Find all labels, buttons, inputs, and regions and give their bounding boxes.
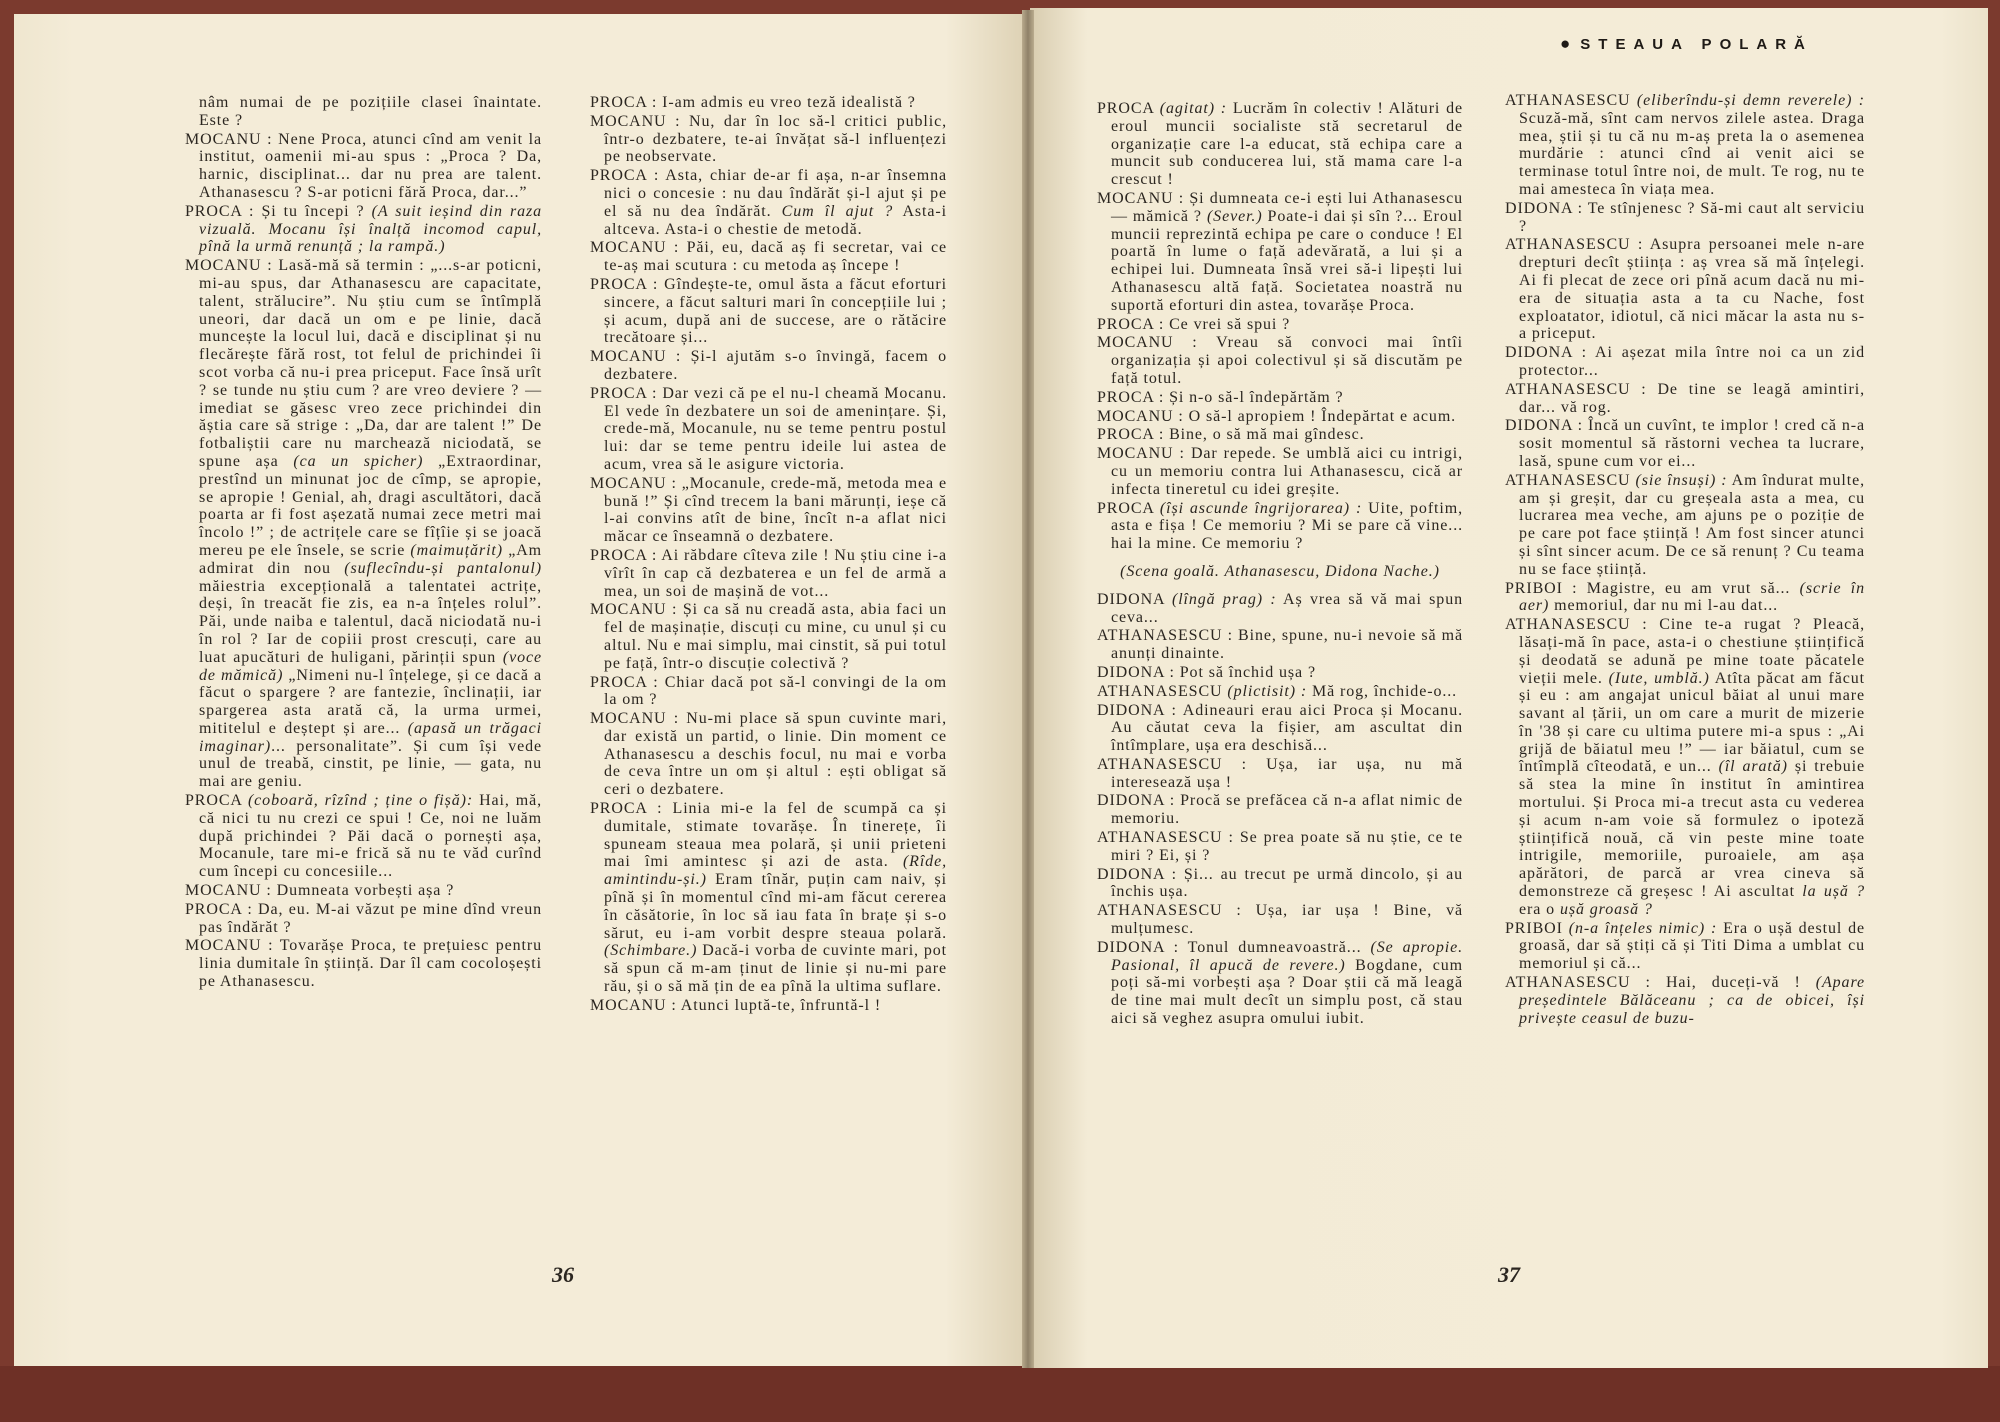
dialogue-text: ATHANASESCU : Ușa, iar ușa ! Bine, vă mulțumesc. (1097, 902, 1463, 938)
dialogue-text: MOCANU : Și dumneata ce-i ești lui Athanasescu — mămică ? (1097, 189, 1463, 225)
stage-direction-text: (lîngă prag) : (1171, 590, 1277, 608)
dialogue-paragraph (1097, 939, 1463, 1028)
dialogue-paragraph (1505, 472, 1865, 579)
dialogue-paragraph (1097, 445, 1463, 498)
dialogue-text: ATHANASESCU : Ușa, iar ușa, nu mă interesează ușa ! (1097, 755, 1463, 791)
dialogue-paragraph (590, 800, 947, 996)
dialogue-paragraph (590, 239, 947, 275)
dialogue-paragraph (1505, 616, 1865, 919)
dialogue-text: MOCANU : Nu-mi place să spun cuvinte mari, dar există un partid, o linie. Din moment ce Athanasescu a deschis focul, nu mai e vorba de ceva între un om și altul : ești obligat să ceri o dezbatere. (590, 710, 947, 799)
dialogue-paragraph (1097, 190, 1463, 315)
stage-direction-text: la ușă ? (1802, 883, 1865, 901)
dialogue-paragraph (1097, 829, 1463, 865)
dialogue-text: Asta-i altceva. Asta-i o chestie de metodă. (604, 202, 947, 238)
dialogue-text: MOCANU : „Mocanule, crede-mă, metoda mea e bună !” Și cînd trecem la bani mărunți, ieșe că l-ai convins atît de bine, încît n-a aflat nici măcar ce înseamnă o dezbatere. (590, 474, 947, 546)
stage-direction-text: Cum îl ajut ? (781, 202, 894, 220)
dialogue-paragraph (185, 94, 542, 130)
stage-direction-text: (Rîde, amintindu-și.) (604, 853, 947, 889)
dialogue-text: nâm numai de pe pozițiile clasei înaintate. Este ? (199, 94, 542, 129)
book-gutter (1022, 10, 1034, 1368)
dialogue-text: DIDONA : Adineauri erau aici Proca și Mocanu. Au căutat ceva la fișier, am ascultat din întîmplare, ușa era deschisă... (1097, 701, 1463, 755)
stage-direction-text: (plictisit) : (1227, 682, 1308, 700)
text-column-2 (590, 94, 947, 1240)
dialogue-text: PRIBOI (1505, 919, 1569, 937)
dialogue-text: „Extraordinar, prestînd un minunat joc de cîmp, se apropie, se apropie ! Genial, ah, dragi ascultători, dacă poarta ar fi fost așezată numai zece metri mai încolo !” ; de actrițele care se fîțîie și se joacă mereu pe ele însele, se scrie (199, 452, 542, 559)
dialogue-text: ATHANASESCU (1505, 471, 1636, 489)
dialogue-text: DIDONA : Procă se prefăcea că n-a aflat nimic de memoriu. (1097, 792, 1463, 828)
stage-direction-text: (apasă un trăgaci imaginar) (199, 719, 542, 755)
dialogue-text: MOCANU : O să-l apropiem ! Îndepărtat e acum. (1097, 407, 1457, 425)
dialogue-text: Hai, mă, că nici tu nu crezi ce spui ! Ce, noi ne luăm după prichindei ? Păi dacă o pornești așa, Mocanule, tare mi-e frică să nu te văd curînd cum începi cu concesiile... (199, 792, 542, 881)
dialogue-paragraph (1505, 417, 1865, 470)
dialogue-text: „Nimeni nu-l înțelege, și ce dacă a făcut o spargere ? are fantezie, înclinații, iar spargerea asta arată că, la urma urmei, mititelul e deștept și are... (199, 666, 542, 737)
dialogue-paragraph (590, 710, 947, 799)
dialogue-paragraph (1097, 792, 1463, 828)
stage-direction-text: (n-a înțeles nimic) : (1568, 919, 1718, 937)
running-head (1560, 34, 1870, 56)
dialogue-paragraph (1097, 408, 1463, 426)
dialogue-paragraph (185, 131, 542, 202)
text-column-3 (1097, 100, 1463, 1246)
stage-direction-text: (suflecîndu-și pantalonul) (344, 559, 542, 577)
dialogue-text: PROCA : Și tu începi ? (185, 202, 372, 220)
stage-direction-text: (A suit ieșind din raza vizuală. Mocanu își înalță incomod capul, pînă la urmă renunță ; la rampă.) (199, 202, 542, 256)
dialogue-text: ATHANASESCU : Bine, spune, nu-i nevoie să mă anunți dinainte. (1097, 627, 1463, 663)
dialogue-text: MOCANU : Dumneata vorbești așa ? (185, 882, 455, 900)
dialogue-text: PROCA : Ce vrei să spui ? (1097, 315, 1291, 333)
dialogue-paragraph (185, 882, 542, 900)
dialogue-paragraph (1505, 344, 1865, 380)
dialogue-text: PROCA : Gîndește-te, omul ăsta a făcut eforturi sincere, a făcut salturi mari în concepțiile lui ; și acum, după ani de succese, are o rătăcire trecătoare și... (590, 275, 947, 347)
dialogue-text: PRIBOI : Magistre, eu am vrut să... (1505, 579, 1800, 597)
dialogue-paragraph (1097, 389, 1463, 407)
dialogue-text: ATHANASESCU : Cine te-a rugat ? Pleacă, lăsați-mă în pace, asta-i o chestiune științifică și deodată se adună pe mine toate păcatele vieții mele. (1505, 616, 1865, 687)
dialogue-paragraph (1097, 100, 1463, 189)
dialogue-text: MOCANU : Tovarășe Proca, te prețuiesc pentru linia dumitale în știință. Dar îl cam cocoloșești pe Athanasescu. (185, 937, 542, 991)
dialogue-text: Mă rog, închide-o... (1307, 682, 1458, 700)
dialogue-paragraph (185, 901, 542, 937)
dialogue-text: ... personalitate”. Și cum își vede unul de treabă, cinstit, pe linie, — gata, nu mai are geniu. (199, 737, 542, 791)
dialogue-text: ATHANASESCU : De tine se leagă amintiri, dar... vă rog. (1505, 380, 1865, 416)
dialogue-paragraph (590, 475, 947, 546)
dialogue-text: MOCANU : Și ca să nu creadă asta, abia faci un fel de mașinație, discuți cu mine, cu unul și cu altul. Nu e mai simplu, mai cinstit, să pui totul pe față, într-o discuție colectivă ? (590, 601, 947, 672)
dialogue-text: ATHANASESCU (1097, 682, 1228, 700)
dialogue-text: PROCA (1097, 100, 1160, 117)
dialogue-paragraph (590, 674, 947, 710)
dialogue-text: Poate-i dai și sîn ?... Eroul muncii reprezintă echipa pe care o conduce ! El poartă în lume o față adevărată, a lui și a echipei lui. Dumneata însă vrei să-i lipești lui Athanasescu altă față. Societatea noastră nu suportă eforturi din astea, tovarășe Proca. (1111, 207, 1463, 314)
dialogue-paragraph (1097, 316, 1463, 334)
dialogue-text: Era o ușă destul de groasă, dar să știți că și Titi Dima a umblat cu memoriul și că... (1519, 919, 1865, 973)
dialogue-text: DIDONA : Încă un cuvînt, te implor ! cred că n-a sosit momentul să răstorni vechea ta lucrare, lasă, spune cum vor ei... (1505, 417, 1865, 470)
dialogue-paragraph (1097, 756, 1463, 792)
stage-direction-text: (maimuțărit) (410, 541, 503, 559)
dialogue-text: DIDONA : Te stînjenesc ? Să-mi caut alt serviciu ? (1505, 199, 1865, 235)
dialogue-paragraph (1505, 92, 1865, 199)
dialogue-paragraph (1097, 591, 1463, 627)
stage-direction-text: (Iute, umblă.) (1608, 669, 1710, 687)
dialogue-text: măiestria excepțională a talentatei actrițe, deși, în treacăt fie zis, ea n-a înțeles rolul”. Păi, unde naiba e talentul, dacă niciodată nu-i în rol ? Iar de copiii prost crescuți, care au luat apucături de huligani, părinții spun (199, 577, 542, 666)
text-column-4 (1505, 92, 1865, 1238)
dialogue-text: ATHANASESCU (1505, 92, 1637, 109)
stage-direction-text: (își ascunde îngrijorarea) : (1159, 499, 1363, 517)
book-cover-edge (0, 1366, 2000, 1422)
dialogue-paragraph (590, 547, 947, 600)
dialogue-text: MOCANU : Păi, eu, dacă aș fi secretar, vai ce te-aș mai scutura : cu metoda aș începe ! (590, 239, 947, 275)
dialogue-paragraph (1097, 500, 1463, 553)
dialogue-text: MOCANU : Lasă-mă să termin : „...s-ar poticni, mi-au spus, dar Athanasescu are capacitate, talent, strălucire”. Nu știu cum se întîmplă uneori, dar dacă un om e pe linie, dacă muncește la locul lui, dacă e disciplinat și nu flecărește fără rost, tot felul de prichindei îi scot vorba că nu-i prea priceput. Face însă urît ? se tunde nu știu cum ? are vreo deviere ? — imediat se găsesc vreo zece prichindei din ăștia care să strige : „Da, dar are talent !” De fotbaliștii care nu marchează niciodată, se spune așa (185, 257, 542, 470)
dialogue-text: Bogdane, cum poți să-mi vorbești așa ? Doar știi că mă leagă de tine mai mult decît un simplu post, că stau aici să veghez asupra omului iubit. (1111, 956, 1463, 1028)
dialogue-paragraph (1097, 866, 1463, 902)
bullet-icon: ● (1560, 34, 1581, 53)
dialogue-text: MOCANU : Vreau să convoci mai întîi organizația și apoi colectivul și să discutăm pe față totul. (1097, 334, 1463, 387)
dialogue-text: PROCA : Da, eu. M-ai văzut pe mine dînd vreun pas îndărăt ? (185, 900, 542, 936)
dialogue-paragraph (590, 601, 947, 672)
dialogue-text: PROCA : Chiar dacă pot să-l convingi de la om la om ? (590, 673, 947, 709)
stage-direction-text: (Schimbare.) (604, 942, 698, 960)
dialogue-paragraph (1097, 683, 1463, 701)
dialogue-text: ATHANASESCU : Hai, duceți-vă ! (1505, 974, 1816, 992)
stage-direction-text: (eliberîndu-și demn reverele) : (1636, 92, 1865, 109)
dialogue-text: PROCA : Dar vezi că pe el nu-l cheamă Mocanu. El vede în dezbatere un soi de amenințare. Și, crede-mă, Mocanule, nu se teme pentru postul lui: dar se teme pentru ideile lui astea de acum, vrea să le asigure victoria. (590, 384, 947, 473)
dialogue-paragraph (1505, 580, 1865, 616)
magazine-section-title: STEAUA POLARĂ (1580, 36, 1813, 53)
dialogue-text: „Am admirat din nou (199, 541, 542, 577)
dialogue-text: PROCA : Bine, o să mă mai gîndesc. (1097, 426, 1365, 444)
dialogue-paragraph (590, 276, 947, 347)
dialogue-text: Dacă-i vorba de cuvinte mari, pot să spun că m-am ținut de linie și nu-mi pare rău, și o să mă țin de ea pînă la ultima suflare. (604, 942, 947, 996)
dialogue-text: Aș vrea să vă mai spun ceva... (1111, 590, 1463, 626)
dialogue-paragraph (590, 113, 947, 166)
dialogue-text: Scuză-mă, sînt cam nervos zilele astea. Draga mea, știi și tu că nu m-aș preta la o asemenea murdărie : atunci cînd ai venit aici se terminase totul între noi, de mult. Te rog, nu te mai amesteca în viața mea. (1519, 109, 1865, 198)
dialogue-text: și trebuie să stea la mine în institut în amintirea mortului. Și Proca mi-a trecut asta cu vederea și acum n-am voie să formulez o ipoteză științifică nouă, că vin peste mine toate intrigile, memoriile, puroaiele, am așa apărători, de parcă ar vrea cineva să demonstreze că greșesc ! Ai ascultat (1519, 758, 1865, 901)
stage-direction-text: (scrie în aer) (1519, 579, 1865, 615)
dialogue-paragraph (1505, 920, 1865, 973)
dialogue-paragraph (185, 792, 542, 881)
dialogue-paragraph (1097, 664, 1463, 682)
dialogue-paragraph (1097, 334, 1463, 387)
dialogue-text: PROCA : Asta, chiar de-ar fi așa, n-ar însemna nici o concesie : nu dau îndărăt și-l ajut și pe el să nu dea îndărăt. (590, 167, 947, 220)
dialogue-text: Am îndurat multe, am și greșit, dar cu greșeala asta a mea, cu lucrarea mea veche, am ajuns pe o poziție de pe care pot face știință ! Am fost sincer atunci și sînt sincer acum. De ce să renunț ? Cu teama nu se face știință. (1519, 471, 1865, 578)
dialogue-paragraph (185, 203, 542, 256)
stage-direction-text: (Se apropie. Pasional, îl apucă de revere.) (1111, 938, 1463, 974)
dialogue-text: PROCA : I-am admis eu vreo teză idealistă ? (590, 94, 916, 111)
dialogue-text: DIDONA (1097, 590, 1172, 608)
dialogue-paragraph (1097, 902, 1463, 938)
page-number-right: 37 (1498, 1262, 1520, 1287)
dialogue-text: PROCA : Linia mi-e la fel de scumpă ca și dumitale, stimate tovarășe. În tinerețe, îi spuneam steaua mea polară, și unii prieteni mai îmi amintesc și azi de asta. (590, 800, 947, 871)
page-number-left: 36 (552, 1262, 574, 1287)
text-column-1 (185, 94, 542, 1240)
dialogue-paragraph (590, 385, 947, 474)
stage-direction-paragraph (1097, 563, 1463, 581)
dialogue-paragraph (185, 937, 542, 990)
dialogue-text: DIDONA : Și... au trecut pe urmă dincolo, și au închis ușa. (1097, 865, 1463, 901)
stage-direction-text: ușă groasă ? (1559, 900, 1653, 918)
dialogue-paragraph (1097, 426, 1463, 444)
dialogue-text: Eram tînăr, puțin cam naiv, și pînă și în momentul cînd mi-am făcut cererea în căsătorie, în loc să iau fata în brațe și s-o sărut, eu i-am vorbit despre steaua polară. (604, 871, 947, 942)
dialogue-text: era o (1519, 900, 1560, 918)
dialogue-paragraph (590, 94, 947, 112)
dialogue-text: MOCANU : Dar repede. Se umblă aici cu intrigi, cu un memoriu contra lui Athanasescu, cică ar infecta tineretul cu idei greșite. (1097, 445, 1463, 498)
dialogue-paragraph (590, 167, 947, 238)
stage-direction-text: (ca un spicher) (293, 452, 424, 470)
dialogue-text: DIDONA : Pot să închid ușa ? (1097, 663, 1316, 681)
dialogue-text: Atîta păcat am făcut și eu : am angajat unicul băiat al unui mare savant al țării, un om care a murit de mizerie în '38 și care cu ultima putere mi-a spus : „Ai grijă de băiatul meu !” — iar băiatul, cum se întîmplă cîteodată, e un... (1519, 669, 1865, 776)
dialogue-paragraph (1097, 627, 1463, 663)
dialogue-text: PROCA (185, 792, 248, 810)
dialogue-text: PROCA : Și n-o să-l îndepărtăm ? (1097, 388, 1344, 406)
dialogue-text: memoriul, dar nu mi l-au dat... (1549, 597, 1779, 615)
dialogue-text: PROCA : Ai răbdare cîteva zile ! Nu știu cine i-a vîrît în cap că dezbaterea e un fel de armă a mea, un soi de mașină de vot... (590, 546, 947, 600)
dialogue-paragraph (590, 348, 947, 384)
dialogue-text: Uite, poftim, asta e fișa ! Ce memoriu ? Mi se pare că vine... hai la mine. Ce memoriu ? (1111, 499, 1463, 553)
dialogue-paragraph (590, 997, 947, 1015)
dialogue-text: DIDONA : Ai așezat mila între noi ca un zid protector... (1505, 344, 1865, 379)
stage-direction-text: (sie însuși) : (1635, 471, 1728, 489)
dialogue-text: ATHANASESCU : Se prea poate să nu știe, ce te miri ? Ei, și ? (1097, 829, 1463, 864)
dialogue-paragraph (1505, 381, 1865, 417)
stage-direction-text: (agitat) : (1159, 100, 1228, 117)
stage-direction-text: (coboară, rîzînd ; ține o fișă): (247, 792, 474, 810)
dialogue-text: MOCANU : Nu, dar în loc să-l critici public, într-o dezbatere, te-ai învățat să-l influențezi pe neobservate. (590, 112, 947, 166)
stage-direction-text: (Sever.) (1206, 207, 1263, 225)
dialogue-text: DIDONA : Tonul dumneavoastră... (1097, 938, 1371, 956)
stage-direction-text: (Scena goală. Athanasescu, Didona Nache.) (1120, 562, 1440, 580)
stage-direction-text: (îl arată) (1718, 758, 1788, 776)
dialogue-text: ATHANASESCU : Asupra persoanei mele n-are drepturi decît știința : aș vrea să mă înțelegi. Ai fi plecat de zece ori pînă acum dacă nu mi-era de situația asta a ta cu Nache, fost exploatator, idiotul, că nici măcar la asta nu s-a priceput. (1505, 236, 1865, 343)
dialogue-text: MOCANU : Și-l ajutăm s-o învingă, facem o dezbatere. (590, 348, 947, 383)
dialogue-paragraph (1505, 974, 1865, 1027)
dialogue-paragraph (1505, 200, 1865, 236)
stage-direction-text: (Apare președintele Bălăceanu ; ca de obicei, își privește ceasul de buzu- (1519, 974, 1865, 1027)
dialogue-text: Lucrăm în colectiv ! Alături de eroul muncii socialiste stă secretarul de organizație care l-a educat, stă echipa care a muncit sub conducerea lui, stă mama care l-a crescut ! (1111, 100, 1463, 189)
stage-direction-text: (voce de mămică) (199, 648, 542, 684)
dialogue-text: PROCA (1097, 499, 1160, 517)
dialogue-paragraph (1505, 236, 1865, 343)
dialogue-paragraph (185, 257, 542, 791)
dialogue-text: MOCANU : Nene Proca, atunci cînd am venit la institut, oamenii mi-au spus : „Proca ? Da, harnic, disciplinat... dar nu prea are talent. Athanasescu ? S-ar poticni fără Proca, dar...” (185, 130, 542, 201)
dialogue-paragraph (1097, 702, 1463, 755)
dialogue-text: MOCANU : Atunci luptă-te, înfruntă-l ! (590, 996, 882, 1014)
